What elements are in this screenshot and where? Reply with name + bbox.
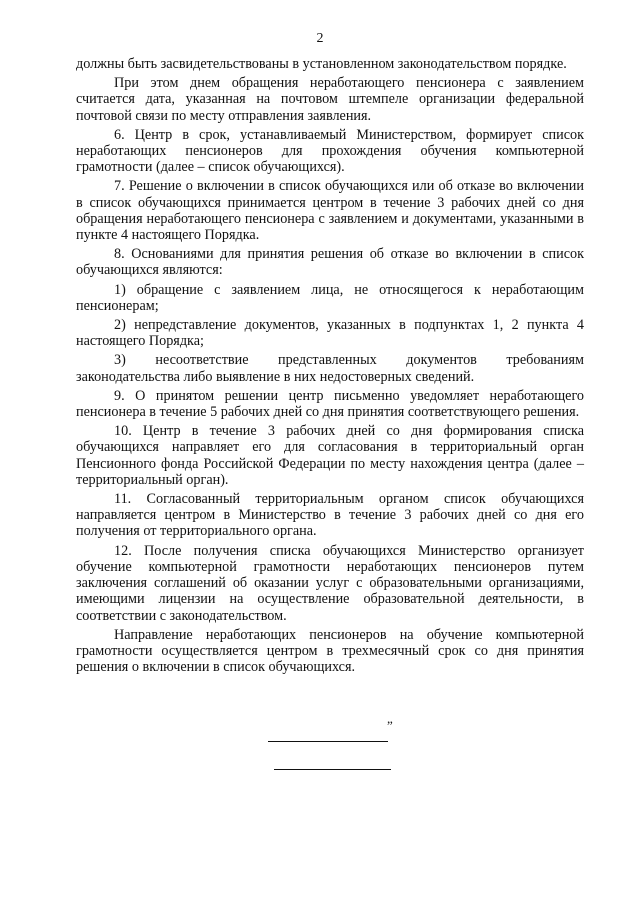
paragraph-referral: Направление неработающих пенсионеров на обучение компьютерной грамотности осуществляется центром в трехмесячный срок со дня принятия решения о включении в список обучающихся. — [76, 626, 584, 676]
paragraph-item-10: 10. Центр в течение 3 рабочих дней со дня формирования списка обучающихся направляет его для согласования в территориальный орган Пенсионного фонда Российской Федерации по месту нахождения центра (далее – территориальный орган). — [76, 423, 584, 488]
paragraph-item-11: 11. Согласованный территориальным органом список обучающихся направляется центром в Министерство в течение 3 рабочих дней со дня его получения от территориального органа. — [76, 491, 584, 540]
document-body — [76, 56, 584, 678]
paragraph-subitem-1: 1) обращение с заявлением лица, не относящегося к неработающим пенсионерам; — [76, 281, 584, 314]
separator-line — [274, 769, 391, 770]
paragraph-item-8: 8. Основаниями для принятия решения об отказе во включении в список обучающихся являются: — [76, 246, 584, 279]
paragraph-item-12: 12. После получения списка обучающихся Министерство организует обучение компьютерной грамотности неработающих пенсионеров путем заключения соглашений об оказании услуг с образовательными организациями, имеющими лицензии на осуществление образовательной деятельности, в соответствии с законодательством. — [76, 542, 584, 624]
paragraph-application-date: При этом днем обращения неработающего пенсионера с заявлением считается дата, указанная на почтовом штемпеле организации федеральной почтовой связи по месту отправления заявления. — [76, 75, 584, 124]
paragraph-item-6: 6. Центр в срок, устанавливаемый Министерством, формирует список неработающих пенсионеров для прохождения обучения компьютерной грамотности (далее – список обучающихся). — [76, 126, 584, 176]
paragraph-continuation: должны быть засвидетельствованы в установленном законодательством порядке. — [76, 56, 567, 72]
closing-line — [268, 727, 388, 742]
paragraph-item-9: 9. О принятом решении центр письменно уведомляет неработающего пенсионера в течение 5 рабочих дней со дня принятия соответствующего решения. — [76, 387, 584, 421]
paragraph-subitem-2: 2) непредставление документов, указанных в подпунктах 1, 2 пункта 4 настоящего Порядка; — [76, 317, 584, 350]
closing-quote-mark: ” — [387, 718, 393, 733]
paragraph-item-7: 7. Решение о включении в список обучающихся или об отказе во включении в список обучающихся принимается центром в течение 3 рабочих дней со дня обращения неработающего пенсионера с заявлением и документами, указанными в пункте 4 настоящего Порядка. — [76, 178, 584, 244]
page-number: 2 — [316, 31, 324, 46]
paragraph-subitem-3: 3) несоответствие представленных документов требованиям законодательства либо выявление в них недостоверных сведений. — [76, 352, 584, 385]
